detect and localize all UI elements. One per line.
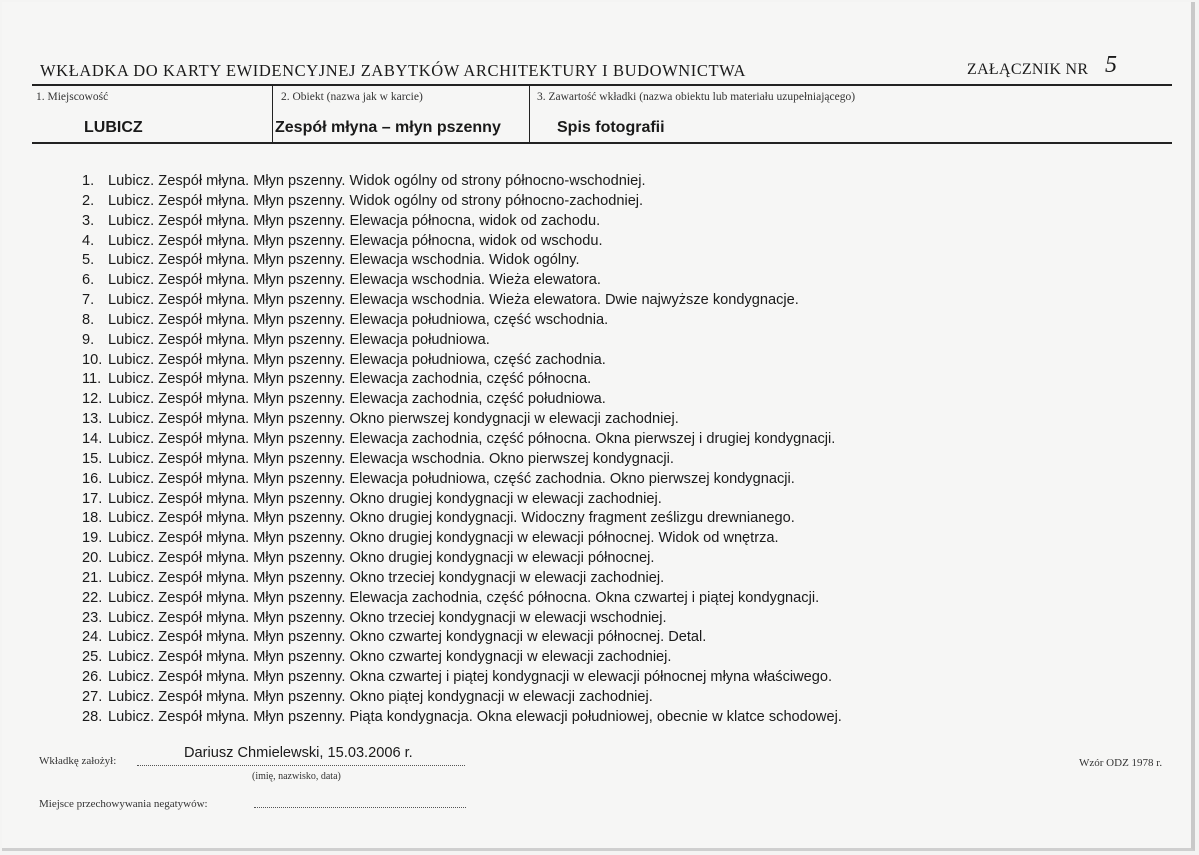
list-item — [82, 450, 842, 470]
list-item-text: Lubicz. Zespół młyna. Młyn pszenny. Okno czwartej kondygnacji w elewacji północnej. Detal. — [108, 629, 707, 646]
list-item-text: Lubicz. Zespół młyna. Młyn pszenny. Okno drugiej kondygnacji w elewacji zachodniej. — [108, 490, 662, 507]
list-item — [82, 390, 842, 410]
list-item-text: Lubicz. Zespół młyna. Młyn pszenny. Widok ogólny od strony północno-wschodniej. — [108, 173, 646, 189]
list-item-text: Lubicz. Zespół młyna. Młyn pszenny. Elewacja północna, widok od wschodu. — [108, 232, 603, 249]
storage-label: Miejsce przechowywania negatywów: — [39, 798, 208, 810]
list-item — [82, 370, 842, 390]
list-item — [82, 648, 842, 668]
document-title: WKŁADKA DO KARTY EWIDENCYJNEJ ZABYTKÓW ARCHITEKTURY I BUDOWNICTWA — [40, 61, 747, 80]
content-value: Spis fotografii — [557, 119, 665, 136]
list-item-text: Lubicz. Zespół młyna. Młyn pszenny. Okno trzeciej kondygnacji w elewacji zachodniej. — [108, 569, 665, 586]
list-item-text: Lubicz. Zespół młyna. Młyn pszenny. Okno pierwszej kondygnacji w elewacji zachodniej. — [108, 411, 679, 428]
annex-label: ZAŁĄCZNIK NR — [967, 61, 1089, 78]
column-divider — [272, 85, 273, 142]
list-item-number: 21. — [82, 569, 103, 586]
list-item-number: 7. — [82, 292, 95, 309]
list-item-text: Lubicz. Zespół młyna. Młyn pszenny. Okno czwartej kondygnacji w elewacji zachodniej. — [108, 649, 672, 666]
list-item-text: Lubicz. Zespół młyna. Młyn pszenny. Elewacja wschodnia. Wieża elewatora. Dwie najwyższe kondygnacje. — [108, 292, 799, 309]
list-item — [82, 589, 842, 609]
list-item-number: 9. — [82, 331, 95, 348]
locality-label: 1. Miejscowość — [36, 91, 109, 103]
list-item-text: Lubicz. Zespół młyna. Młyn pszenny. Elewacja wschodnia. Widok ogólny. — [108, 252, 580, 269]
column-divider — [529, 85, 530, 142]
list-item-number: 3. — [82, 212, 95, 229]
template-note: Wzór ODZ 1978 r. — [1079, 757, 1163, 769]
list-item-text: Lubicz. Zespół młyna. Młyn pszenny. Okno drugiej kondygnacji w elewacji północnej. — [108, 550, 655, 567]
list-item-number: 13. — [82, 411, 103, 428]
list-item — [82, 529, 842, 549]
list-item-text: Lubicz. Zespół młyna. Młyn pszenny. Okna czwartej i piątej kondygnacji w elewacji północnej młyna właściwego. — [108, 669, 833, 686]
list-item-text: Lubicz. Zespół młyna. Młyn pszenny. Okno drugiej kondygnacji. Widoczny fragment ześlizgu drewnianego. — [108, 510, 795, 527]
list-item — [82, 688, 842, 708]
list-item — [82, 192, 842, 212]
list-item-number: 16. — [82, 470, 103, 487]
photo-list — [82, 172, 842, 728]
list-item — [82, 232, 842, 252]
list-item-text: Lubicz. Zespół młyna. Młyn pszenny. Elewacja południowa, część wschodnia. — [108, 311, 609, 328]
list-item — [82, 490, 842, 510]
list-item-text: Lubicz. Zespół młyna. Młyn pszenny. Elewacja południowa, część zachodnia. — [108, 351, 606, 368]
list-item-number: 28. — [82, 708, 103, 725]
annex-number: 5 — [1105, 52, 1117, 78]
list-item-number: 1. — [82, 173, 95, 189]
header-top-rule — [32, 84, 1172, 86]
list-item-text: Lubicz. Zespół młyna. Młyn pszenny. Elewacja zachodnia, część południowa. — [108, 391, 606, 408]
list-item-number: 22. — [82, 589, 103, 606]
list-item-number: 14. — [82, 430, 103, 447]
author-label: Wkładkę założył: — [39, 755, 117, 767]
list-item-number: 26. — [82, 669, 103, 686]
list-item — [82, 291, 842, 311]
author-hint: (imię, nazwisko, data) — [252, 771, 341, 782]
storage-line — [254, 807, 466, 808]
list-item-number: 6. — [82, 272, 95, 289]
list-item-number: 11. — [82, 371, 102, 388]
list-item — [82, 549, 842, 569]
content-label: 3. Zawartość wkładki (nazwa obiektu lub materiału uzupełniającego) — [537, 91, 856, 103]
list-item-number: 18. — [82, 510, 103, 527]
header-bottom-rule — [32, 142, 1172, 144]
locality-value: LUBICZ — [84, 119, 143, 136]
list-item-text: Lubicz. Zespół młyna. Młyn pszenny. Okno drugiej kondygnacji w elewacji północnej. Widok od wnętrza. — [108, 530, 779, 547]
list-item-text: Lubicz. Zespół młyna. Młyn pszenny. Widok ogólny od strony północno-zachodniej. — [108, 192, 644, 209]
list-item-text: Lubicz. Zespół młyna. Młyn pszenny. Elewacja zachodnia, część północna. Okna czwartej i piątej kondygnacji. — [108, 589, 820, 606]
object-label: 2. Obiekt (nazwa jak w karcie) — [281, 91, 423, 103]
list-item — [82, 251, 842, 271]
list-item-text: Lubicz. Zespół młyna. Młyn pszenny. Elewacja północna, widok od zachodu. — [108, 212, 601, 229]
author-value: Dariusz Chmielewski, 15.03.2006 r. — [184, 745, 413, 761]
list-item-number: 12. — [82, 391, 103, 408]
list-item-number: 25. — [82, 649, 103, 666]
list-item-number: 8. — [82, 311, 95, 328]
list-item — [82, 509, 842, 529]
list-item-number: 27. — [82, 688, 103, 705]
list-item-text: Lubicz. Zespół młyna. Młyn pszenny. Elewacja zachodnia, część północna. — [108, 371, 592, 388]
list-item — [82, 351, 842, 371]
list-item-text: Lubicz. Zespół młyna. Młyn pszenny. Elewacja zachodnia, część północna. Okna pierwszej i drugiej kondygnacji. — [108, 430, 836, 447]
list-item-text: Lubicz. Zespół młyna. Młyn pszenny. Elewacja południowa, część zachodnia. Okno pierwszej kondygnacji. — [108, 470, 795, 487]
list-item-number: 19. — [82, 530, 103, 547]
list-item-text: Lubicz. Zespół młyna. Młyn pszenny. Piąta kondygnacja. Okna elewacji południowej, obecnie w klatce schodowej. — [108, 708, 842, 725]
list-item — [82, 172, 842, 192]
list-item-text: Lubicz. Zespół młyna. Młyn pszenny. Elewacja południowa. — [108, 331, 490, 348]
object-value: Zespół młyna – młyn pszenny — [275, 119, 501, 136]
list-item-number: 17. — [82, 490, 103, 507]
list-item-text: Lubicz. Zespół młyna. Młyn pszenny. Okno trzeciej kondygnacji w elewacji wschodniej. — [108, 609, 667, 626]
list-item — [82, 628, 842, 648]
list-item-number: 4. — [82, 232, 95, 249]
list-item-number: 20. — [82, 550, 103, 567]
list-item-text: Lubicz. Zespół młyna. Młyn pszenny. Elewacja wschodnia. Okno pierwszej kondygnacji. — [108, 450, 674, 467]
list-item-number: 5. — [82, 252, 95, 269]
list-item — [82, 311, 842, 331]
list-item-number: 23. — [82, 609, 103, 626]
list-item — [82, 569, 842, 589]
list-item — [82, 609, 842, 629]
list-item-text: Lubicz. Zespół młyna. Młyn pszenny. Okno piątej kondygnacji w elewacji zachodniej. — [108, 688, 653, 705]
list-item-number: 24. — [82, 629, 103, 646]
list-item-number: 15. — [82, 450, 103, 467]
list-item — [82, 470, 842, 490]
list-item — [82, 668, 842, 688]
author-line — [137, 765, 465, 766]
list-item — [82, 708, 842, 728]
list-item — [82, 331, 842, 351]
list-item — [82, 212, 842, 232]
list-item-number: 10. — [82, 351, 103, 368]
list-item-text: Lubicz. Zespół młyna. Młyn pszenny. Elewacja wschodnia. Wieża elewatora. — [108, 272, 601, 289]
list-item — [82, 430, 842, 450]
list-item — [82, 271, 842, 291]
list-item-number: 2. — [82, 192, 95, 209]
document-sheet — [2, 2, 1195, 851]
list-item — [82, 410, 842, 430]
